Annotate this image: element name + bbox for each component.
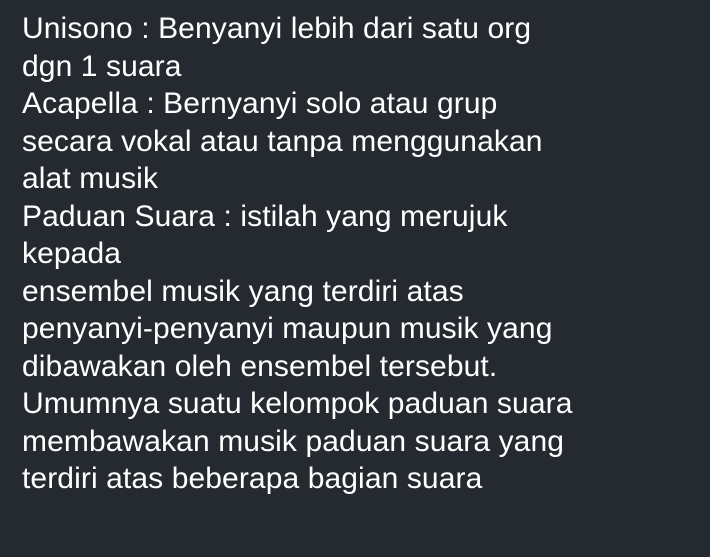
text-line: membawakan musik paduan suara yang [22, 424, 565, 458]
text-line: terdiri atas beberapa bagian suara [22, 462, 483, 495]
text-line: Umumnya suatu kelompok paduan suara [22, 387, 573, 420]
text-line: dgn 1 suara [22, 49, 182, 83]
text-line: penyanyi-penyanyi maupun musik yang [22, 312, 553, 345]
text-line: ensembel musik yang terdiri atas [22, 274, 464, 308]
text-line: secara vokal atau tanpa menggunakan [22, 124, 543, 158]
text-line: Paduan Suara : istilah yang merujuk [22, 199, 508, 233]
text-line: kepada [22, 237, 122, 270]
text-line: Acapella : Bernyanyi solo atau grup [22, 87, 498, 120]
answer-text [22, 10, 710, 498]
text-line: dibawakan oleh ensembel tersebut. [22, 349, 498, 383]
text-line: alat musik [22, 162, 159, 195]
text-line: Unisono : Benyanyi lebih dari satu org [22, 12, 532, 45]
